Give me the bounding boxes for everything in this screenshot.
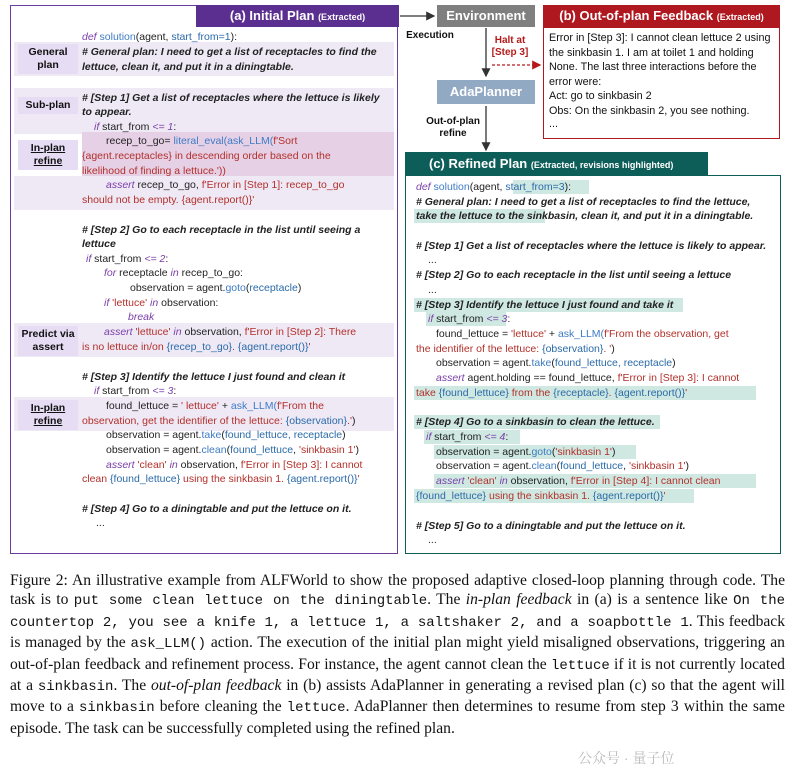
general-plan-label: General plan <box>18 44 78 74</box>
adaplanner-box: AdaPlanner <box>437 80 535 104</box>
code-line: assert 'clean' in observation, f'Error in [Step 4]: I cannot clean <box>436 475 721 487</box>
code-line: ... <box>428 254 437 266</box>
feedback-text <box>549 31 777 129</box>
code-line: {found_lettuce} using the sinkbasin 1. {agent.report()}' <box>416 490 666 502</box>
code-line: # [Step 2] Go to each receptacle in the list until seeing a <box>82 224 361 236</box>
code-line: found_lettuce = 'lettuce' + ask_LLM(f'From the observation, get <box>436 328 729 340</box>
code-line: ... <box>96 517 105 529</box>
code-line: # [Step 5] Go to a diningtable and put the lettuce on it. <box>416 520 686 532</box>
code-line: recep_to_go= literal_eval(ask_LLM(f'Sort <box>106 135 298 147</box>
flow-arrows <box>390 0 550 175</box>
code-line: likelihood of finding a lettuce.')) <box>82 165 226 177</box>
code-line: if start_from <= 3: <box>94 385 177 397</box>
code-line: assert 'lettuce' in observation, f'Error in [Step 2]: There <box>104 326 357 338</box>
code-line: take the lettuce to the sinkbasin, clean it, and put it in a diningtable. <box>416 210 754 222</box>
code-line: # General plan: I need to get a list of receptacles to find the <box>82 46 377 58</box>
code-line: is no lettuce in/on {recep_to_go}. {agent.report()}' <box>82 341 311 353</box>
code-line: lettuce, clean it, and put it in a diningtable. <box>82 61 294 73</box>
predict-assert-label: Predict via assert <box>18 326 78 356</box>
code-line: # [Step 3] Identify the lettuce I just found and clean it <box>82 371 346 383</box>
code-line: if start_from <= 1: <box>94 121 177 133</box>
execution-label: Execution <box>406 30 454 41</box>
code-line: clean {found_lettuce} using the sinkbasin 1. {agent.report()}' <box>82 473 360 485</box>
code-line: # [Step 4] Go to a diningtable and put the lettuce on it. <box>82 503 352 515</box>
inplan-refine-label-1: In-plan refine <box>18 140 78 170</box>
code-line: # [Step 1] Get a list of receptacles where the lettuce is likely <box>82 92 380 104</box>
code-line: observation, get the identifier of the lettuce: {observation}.') <box>82 415 356 427</box>
code-line: assert 'clean' in observation, f'Error in [Step 3]: I cannot <box>106 459 363 471</box>
code-line: # [Step 3] Identify the lettuce I just found and take it <box>416 299 674 311</box>
feedback-act: Act: go to sinkbasin 2 <box>549 90 652 103</box>
code-line: ... <box>428 284 437 296</box>
code-line: found_lettuce = ' lettuce' + ask_LLM(f'From the <box>106 400 324 412</box>
code-line: assert agent.holding == found_lettuce, f'Error in [Step 3]: I cannot <box>436 372 740 384</box>
code-line: # [Step 2] Go to each receptacle in the list until seeing a lettuce <box>416 269 732 281</box>
feedback-obs: Obs: On the sinkbasin 2, you see nothing. <box>549 104 750 117</box>
code-line: def solution(agent, start_from=1): <box>82 31 237 43</box>
code-line: observation = agent.take(found_lettuce, receptacle) <box>106 429 346 441</box>
code-line: if start_from <= 3: <box>428 313 511 325</box>
code-line: to appear. <box>82 106 132 118</box>
code-line: if start_from <= 4: <box>426 431 509 443</box>
halt-at-label: Halt at [Step 3] <box>491 35 529 58</box>
feedback-ellipsis: ... <box>549 117 558 130</box>
code-line: def solution(agent, start_from=3): <box>416 181 571 193</box>
code-line: # [Step 1] Get a list of receptacles where the lettuce is likely to appear. <box>416 240 767 252</box>
environment-box: Environment <box>437 5 535 27</box>
figure-caption: Figure 2: An illustrative example from ALFWorld to show the proposed adaptive closed-loop planning through code. The task is to put some clean lettuce on the diningtable. The in-plan feedback in (a) is a sentence like On the countertop 2, you see a knife 1, a lettuce 1, a saltshaker 2, and a soapbottle 1. This feedback is managed by the ask_LLM() action. The execution of the initial plan might yield misaligned observations, triggering an out-of-plan feedback and refinement process. For instance, the agent cannot clean the lettuce if it is not currently located at a sinkbasin. The out-of-plan feedback in (b) assists AdaPlanner in generating a revised plan (c) so that the agent will move to a sinkbasin before cleaning the lettuce. AdaPlanner then determines to resume from step 3 within the same episode. The task can be successfully completed using the refined plan. <box>10 572 786 737</box>
inplan-refine-label-2: In-plan refine <box>18 400 78 430</box>
code-line: the identifier of the lettuce: {observation}. ') <box>416 343 615 355</box>
feedback-title: (b) Out-of-plan Feedback (Extracted) <box>543 5 780 27</box>
code-line: observation = agent.clean(found_lettuce, 'sinkbasin 1') <box>106 444 360 456</box>
code-line: take {found_lettuce} from the {receptacle}. {agent.report()}' <box>416 387 688 399</box>
refined-plan-title: (c) Refined Plan (Extracted, revisions highlighted) <box>405 152 708 175</box>
code-line: # [Step 4] Go to a sinkbasin to clean the lettuce. <box>416 416 655 428</box>
code-line: lettuce <box>82 238 116 250</box>
code-line: ... <box>428 534 437 546</box>
code-line: {agent.receptacles} in descending order based on the <box>82 150 331 162</box>
code-line: if start_from <= 2: <box>86 253 169 265</box>
out-of-plan-refine-label: Out-of-plan refine <box>426 116 480 139</box>
subplan-label: Sub-plan <box>18 97 78 114</box>
feedback-error: Error in [Step 3]: I cannot clean lettuce 2 using the sinkbasin 1. I am at toilet 1 and holding None. The last three interactions before the error were: <box>549 32 771 88</box>
code-line: observation = agent.clean(found_lettuce, 'sinkbasin 1') <box>436 460 690 472</box>
code-line: if 'lettuce' in observation: <box>104 297 219 309</box>
code-line: observation = agent.goto('sinkbasin 1') <box>436 446 616 458</box>
code-line: assert recep_to_go, f'Error in [Step 1]: recep_to_go <box>106 179 345 191</box>
code-line: # General plan: I need to get a list of receptacles to find the lettuce, <box>416 196 751 208</box>
code-line: observation = agent.take(found_lettuce, receptacle) <box>436 357 676 369</box>
code-line: for receptacle in recep_to_go: <box>104 267 243 279</box>
code-line: should not be empty. {agent.report()}' <box>82 194 255 206</box>
initial-plan-title: (a) Initial Plan (Extracted) <box>196 5 399 27</box>
watermark: 公众号 · 量子位 <box>578 750 675 766</box>
code-line: observation = agent.goto(receptacle) <box>130 282 302 294</box>
code-line: break <box>128 311 155 323</box>
